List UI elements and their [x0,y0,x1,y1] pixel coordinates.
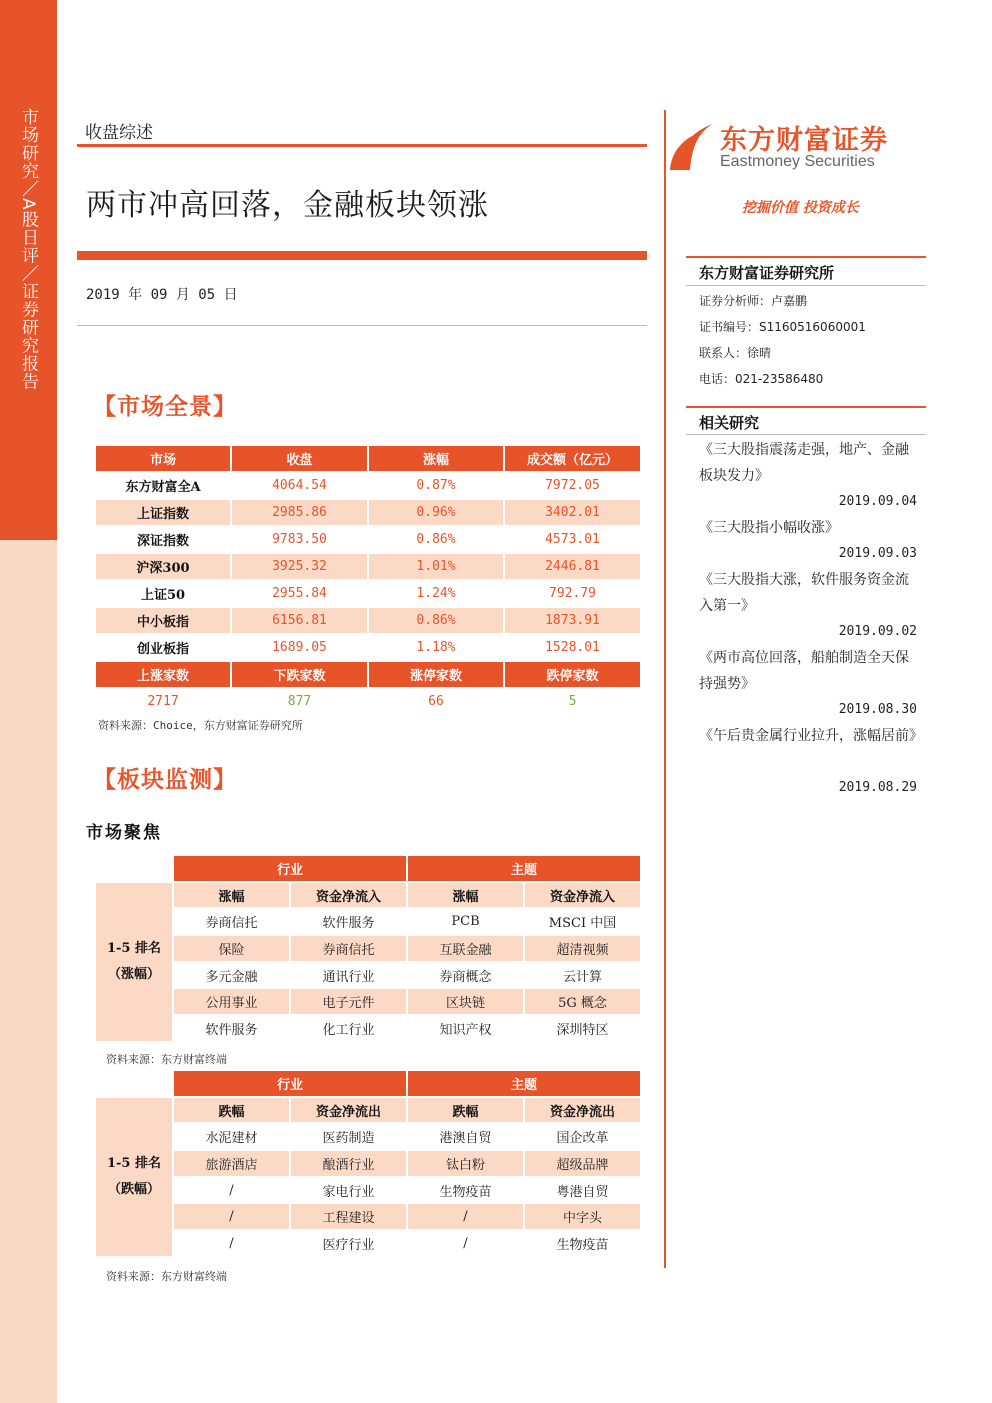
sector-cell: 中字头 [525,1204,642,1231]
market-turnover: 3402.01 [505,500,642,527]
market-turnover: 1528.01 [505,635,642,662]
sector-cell: / [174,1204,291,1231]
count-header: 上涨家数 [96,662,232,689]
sector-cell: 酿酒行业 [291,1151,408,1178]
table-row [96,1178,642,1205]
market-col-header: 成交额（亿元） [505,446,642,473]
market-turnover: 2446.81 [505,554,642,581]
sector-cell: 深圳特区 [525,1016,642,1043]
brand-logo-icon [668,120,714,172]
market-close: 4064.54 [232,473,369,500]
related-report-link[interactable]: 《午后贵金属行业拉升，涨幅居前》 [699,728,923,744]
brand-slogan: 挖掘价值 投资成长 [742,200,859,216]
sector-cell: / [174,1178,291,1205]
phone-line: 电话：021-23586480 [699,372,824,386]
table-row [96,909,642,936]
market-source: 资料来源：Choice，东方财富证券研究所 [98,719,303,732]
sub-header: 跌幅 [174,1098,291,1125]
market-col-header: 收盘 [232,446,369,473]
sector-cell: 公用事业 [174,989,291,1016]
count-header: 跌停家数 [505,662,642,689]
sector-cell: / [408,1231,525,1258]
market-turnover: 1873.91 [505,608,642,635]
group-header-row [96,856,642,883]
institute-bottom-rule [686,285,926,286]
table-row [96,1124,642,1151]
sector-cell: 医药制造 [291,1124,408,1151]
sub-header: 跌幅 [408,1098,525,1125]
sector-cell: 软件服务 [291,909,408,936]
brand-name-cn: 东方财富证券 [720,125,888,156]
market-name: 沪深300 [96,554,232,581]
sub-header: 资金净流入 [291,883,408,910]
institute-top-rule [686,256,926,258]
sector-cell: 家电行业 [291,1178,408,1205]
sector-heading: 【板块监测】 [93,766,237,793]
limit-down-count: 5 [505,689,642,716]
sector-cell: 通讯行业 [291,963,408,990]
related-report-date: 2019.08.30 [838,702,917,717]
sub-header: 资金净流出 [291,1098,408,1125]
gain-source: 资料来源：东方财富终端 [106,1053,227,1066]
sub-header: 资金净流出 [525,1098,642,1125]
sector-cell: 知识产权 [408,1016,525,1043]
sector-cell: 粤港自贸 [525,1178,642,1205]
sector-cell: 5G 概念 [525,989,642,1016]
sector-cell: 券商信托 [291,936,408,963]
decline-count: 877 [232,689,369,716]
sector-cell: / [408,1204,525,1231]
market-turnover: 4573.01 [505,527,642,554]
market-change: 1.18% [369,635,505,662]
group-header-industry: 行业 [174,856,408,883]
sub-header-row [96,883,642,910]
market-col-header: 涨幅 [369,446,505,473]
focus-subheading: 市场聚焦 [86,823,162,843]
table-row [96,989,642,1016]
table-row [96,608,642,635]
institute-name: 东方财富证券研究所 [699,264,835,282]
header-rule [77,144,647,147]
advance-count: 2717 [96,689,232,716]
related-report-link[interactable]: 《三大股指震荡走强，地产、金融板块发力》 [699,442,909,484]
related-bottom-rule [686,434,926,435]
rank-label-line: （跌幅） [107,1181,160,1197]
rank-label-line: 1-5 排名 [106,1155,161,1171]
sidebar-category: 市场研究／A股日评／证券研究报告 [18,108,38,391]
table-row [96,527,642,554]
sector-cell: 多元金融 [174,963,291,990]
brand-name-en: Eastmoney Securities [720,153,875,170]
limit-up-count: 66 [369,689,505,716]
related-report-link[interactable]: 《两市高位回落，船舶制造全天保持强势》 [699,650,909,692]
title-rule [77,251,647,260]
sector-cell: 水泥建材 [174,1124,291,1151]
related-heading: 相关研究 [699,414,760,432]
market-name: 深证指数 [96,527,232,554]
rank-label [96,883,174,1043]
table-row [96,635,642,662]
sector-cell: 软件服务 [174,1016,291,1043]
gain-table [96,856,642,1043]
sub-header-row [96,1098,642,1125]
loss-source: 资料来源：东方财富终端 [106,1270,227,1283]
market-name: 上证指数 [96,500,232,527]
market-turnover: 7972.05 [505,473,642,500]
sector-cell: 电子元件 [291,989,408,1016]
page-title: 两市冲高回落，金融板块领涨 [86,188,489,223]
date-rule [77,325,647,326]
sector-cell: 钛白粉 [408,1151,525,1178]
market-table [96,446,642,716]
report-date: 2019 年 09 月 05 日 [86,287,238,303]
sub-header: 涨幅 [174,883,291,910]
table-row [96,581,642,608]
table-row [96,963,642,990]
group-header-theme: 主题 [408,856,642,883]
analyst-line: 证券分析师：卢嘉鹏 [699,294,808,308]
market-close: 1689.05 [232,635,369,662]
count-header: 下跌家数 [232,662,369,689]
section-label: 收盘综述 [85,123,153,143]
market-change: 0.96% [369,500,505,527]
table-row [96,473,642,500]
sector-cell: 生物疫苗 [525,1231,642,1258]
related-report-date: 2019.09.02 [838,624,917,639]
rank-label-line: 1-5 排名 [106,940,161,956]
count-header-row [96,662,642,689]
sector-cell: 保险 [174,936,291,963]
market-change: 1.24% [369,581,505,608]
market-close: 3925.32 [232,554,369,581]
count-row [96,689,642,716]
group-header-row [96,1071,642,1098]
table-row [96,1204,642,1231]
table-row [96,1151,642,1178]
market-change: 1.01% [369,554,505,581]
related-report-link[interactable]: 《三大股指大涨，软件服务资金流入第一》 [699,572,909,614]
table-row [96,936,642,963]
sector-cell: 超清视频 [525,936,642,963]
related-report-link[interactable]: 《三大股指小幅收涨》 [699,520,839,536]
sector-cell: PCB [408,909,525,936]
market-name: 上证50 [96,581,232,608]
related-report-date: 2019.09.04 [838,494,917,509]
market-col-header: 市场 [96,446,232,473]
market-close: 6156.81 [232,608,369,635]
sector-cell: 工程建设 [291,1204,408,1231]
cert-line: 证书编号：S1160516060001 [699,320,866,334]
sector-cell: 生物疫苗 [408,1178,525,1205]
sector-cell: 港澳自贸 [408,1124,525,1151]
market-close: 2955.84 [232,581,369,608]
rank-label-line: （涨幅） [107,966,160,982]
blank-header [96,1071,174,1098]
table-row [96,1016,642,1043]
sector-cell: 区块链 [408,989,525,1016]
table-row [96,554,642,581]
related-report-date: 2019.09.03 [838,546,917,561]
group-header-industry: 行业 [174,1071,408,1098]
related-report-date: 2019.08.29 [838,780,917,795]
market-close: 2985.86 [232,500,369,527]
market-change: 0.87% [369,473,505,500]
sector-cell: 券商信托 [174,909,291,936]
column-divider [664,110,666,1268]
sector-cell: 云计算 [525,963,642,990]
market-name: 创业板指 [96,635,232,662]
sector-cell: / [174,1231,291,1258]
sector-cell: MSCI 中国 [525,909,642,936]
market-turnover: 792.79 [505,581,642,608]
contact-line: 联系人：徐晴 [699,346,772,360]
market-change: 0.86% [369,527,505,554]
sector-cell: 超级品牌 [525,1151,642,1178]
market-name: 中小板指 [96,608,232,635]
count-header: 涨停家数 [369,662,505,689]
market-heading: 【市场全景】 [93,393,237,420]
market-change: 0.86% [369,608,505,635]
related-top-rule [686,406,926,408]
sub-header: 涨幅 [408,883,525,910]
sector-cell: 旅游酒店 [174,1151,291,1178]
loss-table [96,1071,642,1258]
rank-label [96,1098,174,1258]
table-row [96,1231,642,1258]
market-name: 东方财富全A [96,473,232,500]
sector-cell: 化工行业 [291,1016,408,1043]
market-close: 9783.50 [232,527,369,554]
sector-cell: 互联金融 [408,936,525,963]
group-header-theme: 主题 [408,1071,642,1098]
sector-cell: 医疗行业 [291,1231,408,1258]
table-row [96,500,642,527]
sector-cell: 券商概念 [408,963,525,990]
sub-header: 资金净流入 [525,883,642,910]
market-header-row [96,446,642,473]
blank-header [96,856,174,883]
sector-cell: 国企改革 [525,1124,642,1151]
